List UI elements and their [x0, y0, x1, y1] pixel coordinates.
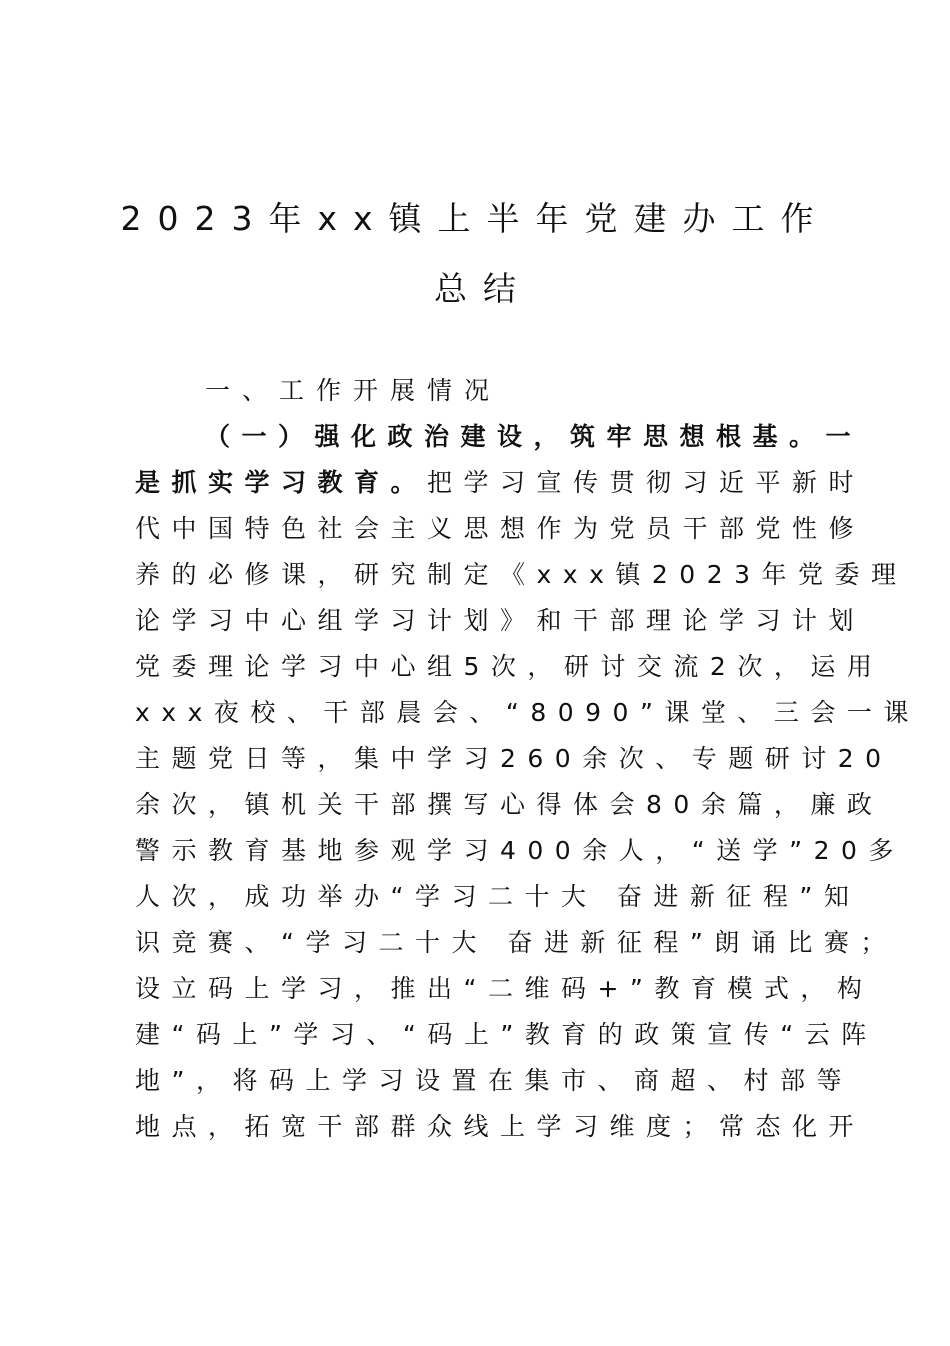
paragraph-line-6: 党委理论学习中心组5次，研讨交流2次，运用: [135, 652, 884, 681]
paragraph-line-14: 建“码上”学习、“码上”教育的政策宣传“云阵: [135, 1020, 878, 1049]
document-title-line-1: 2023年xx镇上半年党建办工作: [120, 199, 830, 238]
paragraph-line-13: 设立码上学习，推出“二维码+”教育模式，构: [135, 974, 874, 1003]
section-heading: 一、工作开展情况: [205, 376, 502, 405]
paragraph-line-10: 警示教育基地参观学习400余人，“送学”20多: [135, 836, 905, 865]
paragraph-line-4: 养的必修课，研究制定《xxx镇2023年党委理: [135, 560, 908, 589]
paragraph-text: 把学习宣传贯彻习近平新时: [427, 468, 866, 497]
paragraph-line-11: 人次，成功举办“学习二十大 奋进新征程”知: [135, 882, 861, 911]
paragraph-line-2: [135, 468, 865, 498]
subheading-bold-text: 是抓实学习教育。: [135, 468, 428, 497]
document-title-line-2: 总结: [434, 269, 532, 308]
paragraph-line-9: 余次，镇机关干部撰写心得体会80余篇，廉政: [135, 790, 884, 819]
paragraph-line-16: 地点，拓宽干部群众线上学习维度；常态化开: [135, 1112, 866, 1141]
paragraph-line-3: 代中国特色社会主义思想作为党员干部党性修: [135, 514, 866, 543]
paragraph-line-5: 论学习中心组学习计划》和干部理论学习计划: [135, 606, 866, 635]
paragraph-line-8: 主题党日等，集中学习260余次、专题研讨20: [135, 744, 893, 773]
paragraph-line-12: 识竞赛、“学习二十大 奋进新征程”朗诵比赛；: [135, 928, 897, 957]
paragraph-line-7: xxx夜校、干部晨会、“8090”课堂、三会一课: [135, 698, 920, 727]
paragraph-line-15: 地”，将码上学习设置在集市、商超、村部等: [135, 1066, 853, 1095]
paragraph-line-1: （一）强化政治建设，筑牢思想根基。一: [205, 422, 863, 451]
